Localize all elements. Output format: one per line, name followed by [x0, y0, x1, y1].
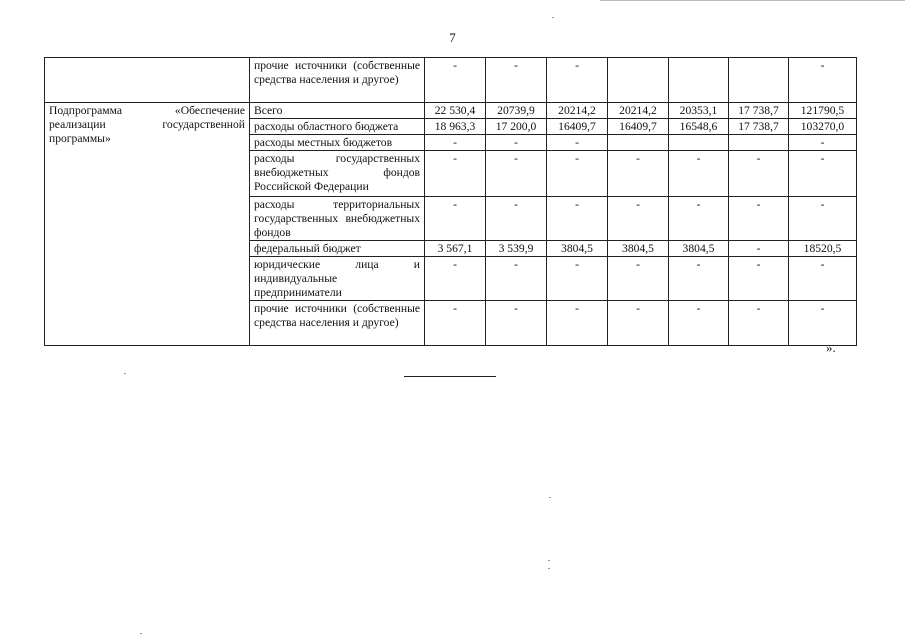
- value-cell: 3 567,1: [425, 241, 486, 257]
- value-cell: -: [608, 257, 669, 301]
- value-cell: 17 738,7: [729, 119, 789, 135]
- value-cell: 22 530,4: [425, 103, 486, 119]
- value-cell: -: [425, 197, 486, 241]
- value-cell: -: [486, 135, 547, 151]
- value-cell: -: [789, 151, 857, 197]
- value-cell: -: [789, 301, 857, 346]
- value-cell: 17 738,7: [729, 103, 789, 119]
- source-cell: расходы местных бюджетов: [250, 135, 425, 151]
- value-cell: -: [425, 58, 486, 103]
- value-cell: 16409,7: [608, 119, 669, 135]
- value-cell: 18520,5: [789, 241, 857, 257]
- value-cell: 3 539,9: [486, 241, 547, 257]
- value-cell: -: [547, 135, 608, 151]
- value-cell: 20739,9: [486, 103, 547, 119]
- value-cell: -: [789, 197, 857, 241]
- value-cell: [729, 58, 789, 103]
- source-cell: юридические лица и индивидуальные предприниматели: [250, 257, 425, 301]
- value-cell: 20214,2: [547, 103, 608, 119]
- value-cell: -: [486, 58, 547, 103]
- scan-speck: [140, 633, 142, 634]
- program-cell: Подпрограмма «Обеспечение реализации государственной программы»: [45, 103, 250, 346]
- top-edge-rule: [600, 0, 905, 1]
- value-cell: 20214,2: [608, 103, 669, 119]
- value-cell: -: [729, 301, 789, 346]
- value-cell: 20353,1: [669, 103, 729, 119]
- value-cell: 121790,5: [789, 103, 857, 119]
- value-cell: -: [608, 197, 669, 241]
- value-cell: 3804,5: [669, 241, 729, 257]
- source-cell: расходы областного бюджета: [250, 119, 425, 135]
- value-cell: -: [669, 301, 729, 346]
- source-cell: прочие источники (собственные средства населения и другое): [250, 301, 425, 346]
- value-cell: 18 963,3: [425, 119, 486, 135]
- program-cell: [45, 58, 250, 103]
- value-cell: -: [789, 135, 857, 151]
- scan-speck: [548, 568, 550, 569]
- value-cell: [669, 135, 729, 151]
- value-cell: [608, 58, 669, 103]
- source-cell: прочие источники (собственные средства населения и другое): [250, 58, 425, 103]
- value-cell: -: [547, 151, 608, 197]
- value-cell: -: [547, 301, 608, 346]
- value-cell: -: [486, 151, 547, 197]
- source-cell: федеральный бюджет: [250, 241, 425, 257]
- value-cell: -: [669, 257, 729, 301]
- page-number: 7: [449, 30, 456, 45]
- value-cell: -: [608, 151, 669, 197]
- value-cell: -: [789, 257, 857, 301]
- table-row: [45, 103, 857, 119]
- value-cell: -: [547, 197, 608, 241]
- value-cell: -: [486, 301, 547, 346]
- value-cell: 16409,7: [547, 119, 608, 135]
- value-cell: -: [729, 151, 789, 197]
- closing-quote-mark: ».: [826, 340, 836, 355]
- scan-speck: [548, 560, 550, 561]
- source-cell: расходы территориальных государственных внебюджетных фондов: [250, 197, 425, 241]
- value-cell: -: [608, 301, 669, 346]
- scan-speck: [124, 373, 126, 374]
- value-cell: -: [669, 151, 729, 197]
- financing-table: [44, 57, 857, 346]
- value-cell: -: [729, 257, 789, 301]
- value-cell: -: [486, 257, 547, 301]
- value-cell: -: [789, 58, 857, 103]
- value-cell: 16548,6: [669, 119, 729, 135]
- value-cell: 3804,5: [608, 241, 669, 257]
- value-cell: -: [486, 197, 547, 241]
- source-cell: Всего: [250, 103, 425, 119]
- value-cell: 103270,0: [789, 119, 857, 135]
- value-cell: -: [547, 257, 608, 301]
- scan-speck: [549, 497, 551, 498]
- separator-line: [404, 376, 496, 377]
- value-cell: -: [425, 135, 486, 151]
- source-cell: расходы государственных внебюджетных фондов Российской Федерации: [250, 151, 425, 197]
- value-cell: [608, 135, 669, 151]
- value-cell: 17 200,0: [486, 119, 547, 135]
- value-cell: -: [547, 58, 608, 103]
- value-cell: -: [425, 257, 486, 301]
- value-cell: [669, 58, 729, 103]
- value-cell: -: [729, 197, 789, 241]
- value-cell: -: [729, 241, 789, 257]
- table-row: [45, 58, 857, 103]
- value-cell: -: [669, 197, 729, 241]
- scan-speck: [552, 17, 554, 18]
- value-cell: -: [425, 301, 486, 346]
- value-cell: 3804,5: [547, 241, 608, 257]
- value-cell: [729, 135, 789, 151]
- value-cell: -: [425, 151, 486, 197]
